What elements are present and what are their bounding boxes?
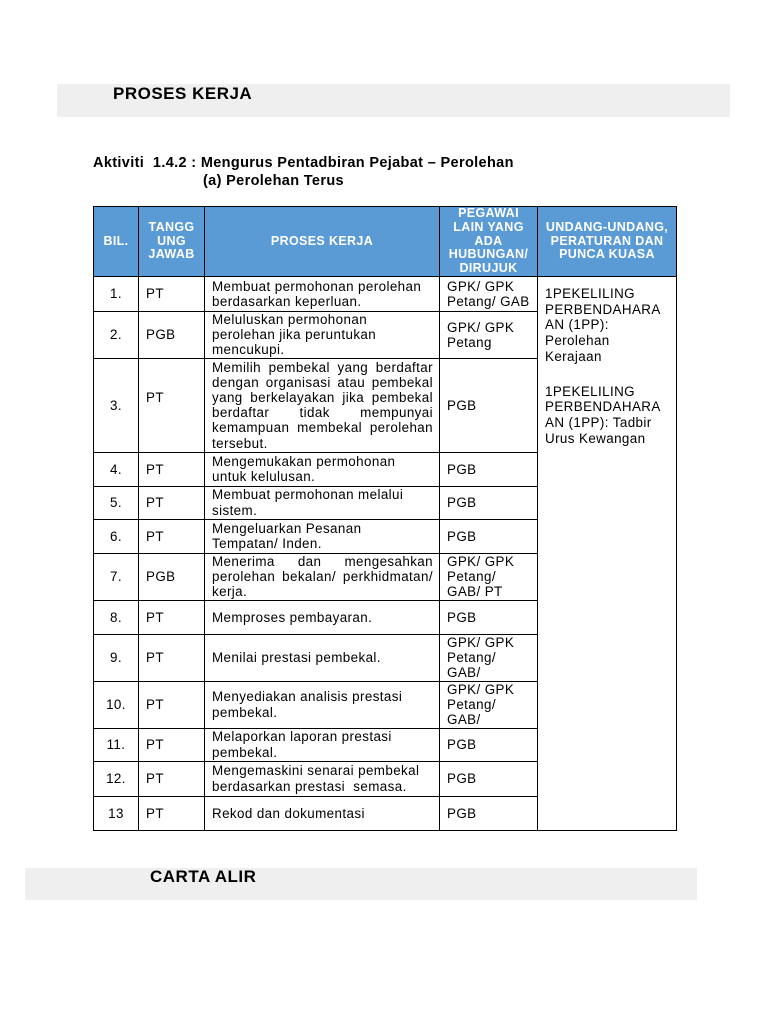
- proses-kerja-cell: [205, 728, 440, 761]
- responsible-officer: PT: [146, 737, 164, 752]
- responsible-officer: PT: [146, 609, 164, 625]
- process-line: Mengemukakan permohonan: [212, 453, 396, 469]
- process-line: Menerima dan mengesahkan: [212, 553, 433, 569]
- pegawai-line: PGB: [447, 397, 477, 413]
- activity-title: Aktiviti 1.4.2 : Mengurus Pentadbiran Pejabat – Perolehan: [93, 155, 514, 171]
- pegawai-cell: [440, 277, 538, 312]
- proses-kerja-cell: [205, 358, 440, 452]
- proses-kerja-cell: [205, 796, 440, 830]
- row-number: 1.: [110, 286, 122, 302]
- process-line: pembekal.: [212, 704, 278, 720]
- row-number: 13: [108, 805, 124, 821]
- pegawai-line: GPK/ GPK: [447, 319, 515, 335]
- header-label: BIL.: [103, 233, 129, 248]
- header-label: PEGAWAI: [458, 206, 519, 220]
- responsible-officer: PT: [146, 461, 164, 477]
- process-line: Mengemaskini senarai pembekal: [212, 763, 420, 779]
- pegawai-cell: [440, 681, 538, 728]
- pegawai-line: GPK/ GPK: [447, 278, 515, 294]
- law-reference: [545, 286, 670, 365]
- pegawai-line: PGB: [447, 609, 477, 625]
- proses-kerja-cell: [205, 634, 440, 681]
- header-label: ADA: [474, 233, 503, 248]
- pegawai-line: GAB/: [447, 665, 481, 681]
- process-line: kemampuan membekal perolehan: [212, 420, 433, 436]
- proses-kerja-cell: [205, 761, 440, 796]
- header-label: JAWAB: [148, 247, 195, 262]
- header-label: TANGG: [148, 219, 195, 234]
- process-line: sistem.: [212, 502, 258, 518]
- undang-undang-cell: [538, 277, 677, 831]
- proses-kerja-cell: [205, 452, 440, 486]
- responsible-officer: PT: [146, 389, 164, 405]
- tanggungjawab-cell: [139, 761, 205, 796]
- header-label: DIRUJUK: [459, 261, 518, 276]
- law-line: Kerajaan: [545, 348, 602, 364]
- tanggungjawab-cell: [139, 452, 205, 486]
- row-number: 6.: [110, 528, 122, 544]
- tanggungjawab-cell: [139, 519, 205, 553]
- row-number: 10.: [106, 697, 126, 712]
- law-line: Perolehan: [545, 333, 610, 349]
- pegawai-line: PGB: [447, 805, 477, 821]
- header-proses-kerja: [205, 207, 440, 277]
- pegawai-line: Petang/: [447, 650, 496, 665]
- pegawai-line: Petang: [447, 334, 492, 350]
- tanggungjawab-cell: [139, 312, 205, 359]
- row-number: 2.: [110, 327, 122, 343]
- responsible-officer: PT: [146, 650, 164, 665]
- pegawai-line: PGB: [447, 528, 477, 544]
- section-band-proses-kerja: [57, 84, 730, 117]
- responsible-officer: PT: [146, 805, 164, 821]
- row-number: 5.: [110, 495, 122, 510]
- tanggungjawab-cell: [139, 358, 205, 452]
- tanggungjawab-cell: [139, 553, 205, 600]
- process-line: Menyediakan analisis prestasi: [212, 689, 403, 705]
- process-line: untuk kelulusan.: [212, 469, 316, 485]
- pegawai-line: Petang/: [447, 569, 496, 584]
- pegawai-cell: [440, 728, 538, 761]
- proses-kerja-cell: [205, 486, 440, 519]
- process-line: dengan organisasi atau pembekal: [212, 374, 433, 390]
- header-tanggungjawab: [139, 207, 205, 277]
- section-band-carta-alir: [25, 868, 697, 900]
- header-pegawai: [440, 207, 538, 277]
- proses-kerja-cell: [205, 519, 440, 553]
- process-line: kerja.: [212, 584, 248, 600]
- responsible-officer: PT: [146, 528, 164, 544]
- pegawai-line: GPK/ GPK: [447, 553, 515, 569]
- row-number: 8.: [110, 609, 122, 625]
- pegawai-cell: [440, 312, 538, 359]
- process-table: [93, 206, 677, 831]
- pegawai-line: PGB: [447, 737, 477, 752]
- process-line: Memproses pembayaran.: [212, 609, 373, 625]
- responsible-officer: PT: [146, 286, 164, 302]
- process-line: Membuat permohonan perolehan: [212, 278, 422, 294]
- flowchart-section-title: CARTA ALIR: [150, 867, 257, 886]
- process-line: Meluluskan permohonan: [212, 312, 368, 327]
- responsible-officer: PGB: [146, 569, 176, 584]
- proses-kerja-cell: [205, 312, 440, 359]
- header-label: UNG: [157, 233, 186, 248]
- process-line: Melaporkan laporan prestasi: [212, 729, 392, 745]
- pegawai-cell: [440, 600, 538, 634]
- process-line: Menilai prestasi pembekal.: [212, 650, 381, 665]
- law-line: AN (1PP):: [545, 317, 609, 333]
- proses-kerja-cell: [205, 600, 440, 634]
- row-number: 4.: [110, 461, 122, 477]
- tanggungjawab-cell: [139, 634, 205, 681]
- process-line: perolehan jika peruntukan: [212, 327, 377, 343]
- process-line: pembekal.: [212, 744, 278, 760]
- proses-kerja-cell: [205, 277, 440, 312]
- law-reference: [545, 384, 670, 447]
- header-label: UNDANG-UNDANG,: [545, 219, 669, 234]
- bil-cell: [94, 312, 139, 359]
- header-label: PERATURAN DAN: [550, 233, 664, 248]
- law-line: AN (1PP): Tadbir: [545, 414, 652, 430]
- table-row: [94, 277, 677, 312]
- tanggungjawab-cell: [139, 277, 205, 312]
- tanggungjawab-cell: [139, 728, 205, 761]
- tanggungjawab-cell: [139, 681, 205, 728]
- pegawai-cell: [440, 519, 538, 553]
- responsible-officer: PT: [146, 771, 164, 786]
- law-line: Urus Kewangan: [545, 430, 646, 446]
- pegawai-cell: [440, 796, 538, 830]
- responsible-officer: PT: [146, 495, 164, 510]
- header-label: PUNCA KUASA: [559, 247, 655, 262]
- process-line: tersebut.: [212, 435, 268, 451]
- pegawai-cell: [440, 486, 538, 519]
- law-line: PERBENDAHARA: [545, 301, 661, 317]
- bil-cell: [94, 634, 139, 681]
- pegawai-line: GAB/ PT: [447, 584, 503, 600]
- row-number: 3.: [110, 397, 122, 413]
- proses-kerja-cell: [205, 553, 440, 600]
- pegawai-cell: [440, 452, 538, 486]
- header-label: LAIN YANG: [453, 219, 524, 234]
- pegawai-line: GPK/ GPK: [447, 681, 515, 697]
- bil-cell: [94, 277, 139, 312]
- bil-cell: [94, 600, 139, 634]
- pegawai-line: Petang/ GAB: [447, 294, 530, 309]
- header-label: PROSES KERJA: [270, 233, 374, 248]
- process-line: berdasarkan keperluan.: [212, 294, 362, 309]
- table-header-row: [94, 207, 677, 277]
- proses-kerja-cell: [205, 681, 440, 728]
- bil-cell: [94, 761, 139, 796]
- tanggungjawab-cell: [139, 486, 205, 519]
- row-number: 9.: [110, 650, 122, 665]
- process-line: Tempatan/ Inden.: [212, 536, 322, 552]
- process-line: perolehan bekalan/ perkhidmatan/: [212, 569, 433, 584]
- header-label: HUBUNGAN/: [448, 247, 529, 262]
- header-bil: [94, 207, 139, 277]
- pegawai-line: GPK/ GPK: [447, 634, 515, 650]
- process-line: Membuat permohonan melalui: [212, 487, 404, 503]
- responsible-officer: PGB: [146, 327, 176, 343]
- process-line: yang berkelayakan jika pembekal: [212, 389, 433, 405]
- pegawai-line: PGB: [447, 495, 477, 510]
- process-line: mencukupi.: [212, 342, 285, 358]
- pegawai-cell: [440, 761, 538, 796]
- row-number: 12.: [106, 771, 126, 786]
- bil-cell: [94, 553, 139, 600]
- process-line: berdasarkan prestasi semasa.: [212, 778, 407, 794]
- row-number: 11.: [106, 737, 126, 752]
- pegawai-cell: [440, 553, 538, 600]
- law-line: PERBENDAHARA: [545, 399, 661, 415]
- law-line: 1PEKELILING: [545, 383, 635, 399]
- section-title: PROSES KERJA: [113, 84, 253, 103]
- row-number: 7.: [110, 569, 122, 584]
- pegawai-line: Petang/: [447, 697, 496, 712]
- bil-cell: [94, 486, 139, 519]
- bil-cell: [94, 681, 139, 728]
- process-line: berdaftar tidak mempunyai: [212, 405, 433, 421]
- process-line: Rekod dan dokumentasi: [212, 805, 365, 821]
- tanggungjawab-cell: [139, 796, 205, 830]
- pegawai-cell: [440, 634, 538, 681]
- tanggungjawab-cell: [139, 600, 205, 634]
- bil-cell: [94, 796, 139, 830]
- process-line: Mengeluarkan Pesanan: [212, 520, 362, 536]
- process-line: Memilih pembekal yang berdaftar: [212, 359, 433, 375]
- activity-subtitle: (a) Perolehan Terus: [203, 173, 344, 189]
- pegawai-line: PGB: [447, 461, 477, 477]
- bil-cell: [94, 519, 139, 553]
- bil-cell: [94, 728, 139, 761]
- pegawai-line: GAB/: [447, 712, 481, 728]
- header-undang-undang: [538, 207, 677, 277]
- bil-cell: [94, 358, 139, 452]
- responsible-officer: PT: [146, 697, 164, 712]
- pegawai-line: PGB: [447, 771, 477, 786]
- pegawai-cell: [440, 358, 538, 452]
- law-line: 1PEKELILING: [545, 286, 635, 301]
- bil-cell: [94, 452, 139, 486]
